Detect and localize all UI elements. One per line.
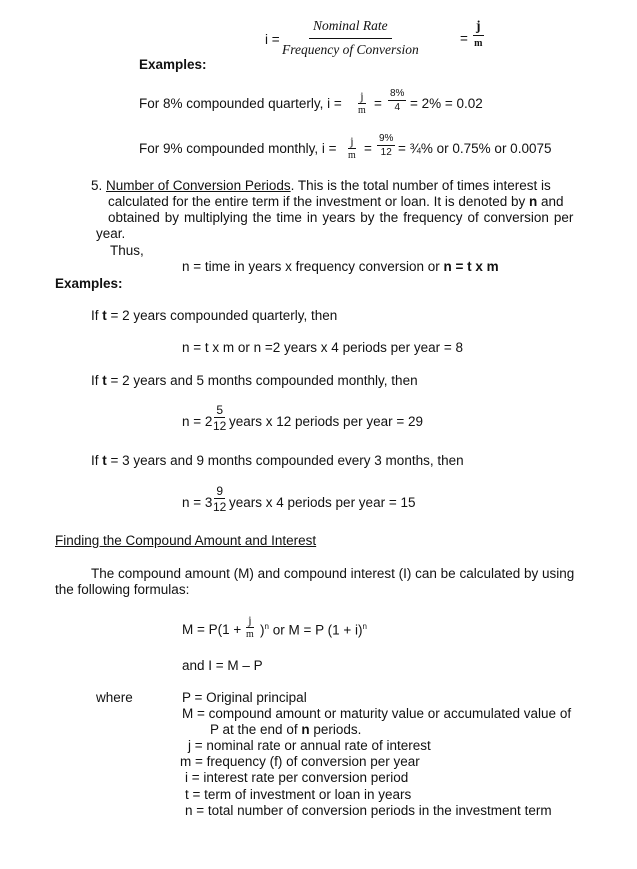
intro-line-2: the following formulas: [55, 582, 190, 597]
m-formula-exp: n [264, 622, 269, 631]
case-3-lead: n = 3 [182, 495, 213, 510]
section-5-line-2-end: and [537, 194, 564, 209]
m-formula-j: j [248, 613, 252, 627]
case-3-fraction [213, 485, 226, 513]
intro-line-1: The compound amount (M) and compound interest (I) can be calculated by using [91, 566, 575, 581]
case-2-num: 5 [216, 403, 224, 417]
ex2-num: 9% [379, 133, 394, 144]
case-3-pre: If [91, 453, 103, 468]
def-p: P = Original principal [182, 690, 307, 705]
example-1-fraction [388, 89, 406, 113]
example-1-j-over-m [358, 90, 366, 116]
case-2-fraction [213, 404, 226, 432]
section-5-line-1-rest: . This is the total number of times interest is [290, 178, 551, 193]
case-3-statement [91, 453, 464, 469]
case-3-rest: years x 4 periods per year = 15 [229, 495, 416, 510]
m-formula-lead: M = P(1 + [182, 622, 242, 637]
rate-formula-equals: = [460, 31, 468, 46]
example-2-result: = ¾% or 0.75% or 0.0075 [398, 141, 552, 156]
example-1-result: = 2% = 0.02 [410, 96, 483, 111]
def-m-cont-text: P at the end of [210, 722, 302, 737]
def-m: M = compound amount or maturity value or accumulated value of [182, 706, 572, 721]
m-formula-exp-2: n [362, 622, 367, 631]
case-3-post: = 3 years and 9 months compounded every 3 months, then [106, 453, 464, 468]
example-2-j-over-m [348, 135, 356, 161]
ex2-j: j [350, 134, 354, 148]
example-2-equals: = [364, 141, 372, 156]
ex1-num: 8% [390, 88, 405, 99]
def-n: n = total number of conversion periods in the investment term [185, 803, 552, 818]
case-1-calc: n = t x m or n =2 years x 4 periods per year = 8 [182, 340, 464, 355]
section-5-line-2-text: calculated for the entire term if the investment or loan. It is denoted by [108, 194, 529, 209]
section-5-line-1 [91, 178, 551, 194]
case-2-statement [91, 373, 418, 389]
case-1-statement [91, 308, 337, 324]
section-5-line-3: obtained by multiplying the time in years by the frequency of conversion per [108, 210, 574, 225]
section-5-thus: Thus, [110, 243, 144, 258]
rate-formula-j-over-m [473, 19, 484, 49]
finding-heading: Finding the Compound Amount and Interest [55, 533, 317, 548]
examples-heading-2: Examples: [55, 276, 123, 291]
section-5-line-4: year. [96, 226, 126, 241]
example-2-fraction [377, 134, 395, 158]
section-5-n-bold: n [528, 194, 538, 209]
case-2-pre: If [91, 373, 103, 388]
example-1-equals: = [374, 96, 382, 111]
rate-formula-lhs: i = [265, 32, 280, 47]
ex1-j: j [360, 89, 364, 103]
example-1-text: For 8% compounded quarterly, i = [139, 96, 342, 111]
case-2-rest: years x 12 periods per year = 29 [229, 414, 423, 429]
case-3-t: t [102, 453, 107, 468]
case-3-num: 9 [216, 484, 224, 498]
case-3-den: 12 [213, 500, 227, 514]
example-2-text: For 9% compounded monthly, i = [139, 141, 337, 156]
def-m-cont [210, 722, 361, 738]
ex2-m: m [348, 150, 356, 161]
n-formula-bold: n = t x m [443, 259, 499, 274]
section-5-line-2 [108, 194, 564, 210]
case-2-post: = 2 years and 5 months compounded monthly, then [106, 373, 418, 388]
n-formula [182, 259, 499, 275]
m-formula-tail [260, 622, 367, 639]
ex1-m: m [358, 105, 366, 116]
def-frequency: m = frequency (f) of conversion per year [180, 754, 420, 769]
m-formula-mid: or M = P (1 + i) [268, 622, 363, 638]
def-j: j = nominal rate or annual rate of interest [188, 738, 431, 753]
def-m-cont-end: periods. [309, 722, 362, 737]
m-formula-j-over-m [246, 614, 254, 640]
ex2-den: 12 [380, 147, 392, 158]
case-1-pre: If [91, 308, 103, 323]
case-1-t: t [102, 308, 107, 323]
where-label: where [96, 690, 133, 705]
case-2-lead: n = 2 [182, 414, 213, 429]
section-5-title: Number of Conversion Periods [106, 178, 291, 193]
rate-numerator: Nominal Rate [309, 19, 392, 39]
rate-m: m [474, 37, 483, 49]
def-i: i = interest rate per conversion period [185, 770, 409, 785]
section-5-number: 5. [91, 178, 107, 193]
m-formula-close: ) [260, 622, 265, 638]
n-formula-text: n = time in years x frequency conversion or [182, 259, 444, 274]
def-t: t = term of investment or loan in years [185, 787, 412, 802]
case-2-t: t [102, 373, 107, 388]
rate-formula-fraction [282, 19, 419, 56]
examples-heading-1: Examples: [139, 57, 207, 72]
i-formula: and I = M – P [182, 658, 263, 673]
def-m-cont-n: n [301, 722, 310, 737]
m-formula-m: m [246, 629, 254, 640]
case-1-post: = 2 years compounded quarterly, then [106, 308, 338, 323]
rate-denominator: Frequency of Conversion [282, 41, 419, 57]
ex1-den: 4 [394, 102, 400, 113]
case-2-den: 12 [213, 419, 227, 433]
rate-j: j [473, 19, 484, 36]
